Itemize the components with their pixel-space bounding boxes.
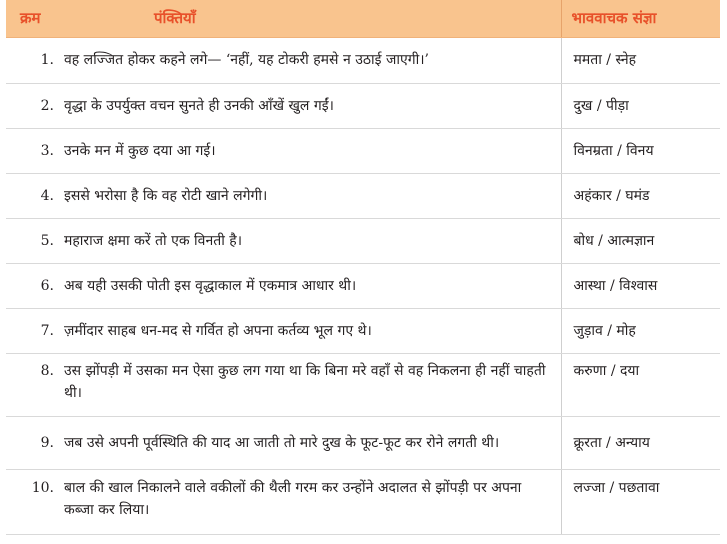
row-number: 4. <box>6 173 64 218</box>
row-sentence: उस झोंपड़ी में उसका मन ऐसा कुछ लग गया था कि बिना मरे वहाँ से वह निकलना ही नहीं चाहती थी। <box>64 353 561 416</box>
table-row <box>6 37 720 83</box>
row-sentence: इससे भरोसा है कि वह रोटी खाने लगेगी। <box>64 173 561 218</box>
row-number: 10. <box>6 469 64 534</box>
row-number: 9. <box>6 416 64 469</box>
row-noun: क्रूरता / अन्याय <box>561 416 720 469</box>
row-number: 1. <box>6 37 64 83</box>
row-sentence: उनके मन में कुछ दया आ गई। <box>64 128 561 173</box>
row-noun: दुख / पीड़ा <box>561 83 720 128</box>
row-sentence: अब यही उसकी पोती इस वृद्धाकाल में एकमात्र आधार थी। <box>64 263 561 308</box>
row-number: 2. <box>6 83 64 128</box>
table-header <box>6 0 720 37</box>
table-row <box>6 353 720 416</box>
table <box>6 0 720 535</box>
header-row <box>6 0 720 37</box>
row-number: 7. <box>6 308 64 353</box>
row-number: 5. <box>6 218 64 263</box>
header-abstract-noun: भाववाचक संज्ञा <box>561 0 720 37</box>
row-noun: जुड़ाव / मोह <box>561 308 720 353</box>
table-row <box>6 308 720 353</box>
row-noun: ममता / स्नेह <box>561 37 720 83</box>
row-noun: लज्जा / पछतावा <box>561 469 720 534</box>
row-noun: अहंकार / घमंड <box>561 173 720 218</box>
table-row <box>6 469 720 534</box>
row-number: 8. <box>6 353 64 416</box>
row-number: 6. <box>6 263 64 308</box>
row-sentence: बाल की खाल निकालने वाले वकीलों की थैली गरम कर उन्होंने अदालत से झोंपड़ी पर अपना कब्जा कर लिया। <box>64 469 561 534</box>
table-row <box>6 128 720 173</box>
table-row <box>6 416 720 469</box>
row-noun: आस्था / विश्वास <box>561 263 720 308</box>
row-number: 3. <box>6 128 64 173</box>
table-row <box>6 218 720 263</box>
header-number: क्रम <box>6 0 64 37</box>
table-body <box>6 37 720 534</box>
row-sentence: जब उसे अपनी पूर्वस्थिति की याद आ जाती तो मारे दुख के फूट-फूट कर रोने लगती थी। <box>64 416 561 469</box>
row-sentence: ज़मींदार साहब धन-मद से गर्वित हो अपना कर्तव्य भूल गए थे। <box>64 308 561 353</box>
table-row <box>6 83 720 128</box>
table-row <box>6 173 720 218</box>
table-row <box>6 263 720 308</box>
row-noun: करुणा / दया <box>561 353 720 416</box>
row-sentence: वृद्धा के उपर्युक्त वचन सुनते ही उनकी आँखें खुल गईं। <box>64 83 561 128</box>
row-noun: बोध / आत्मज्ञान <box>561 218 720 263</box>
matching-table <box>6 0 720 535</box>
row-sentence: वह लज्जित होकर कहने लगे— ‘नहीं, यह टोकरी हमसे न उठाई जाएगी।’ <box>64 37 561 83</box>
row-noun: विनम्रता / विनय <box>561 128 720 173</box>
header-lines: पंक्तियाँ <box>64 0 561 37</box>
row-sentence: महाराज क्षमा करें तो एक विनती है। <box>64 218 561 263</box>
